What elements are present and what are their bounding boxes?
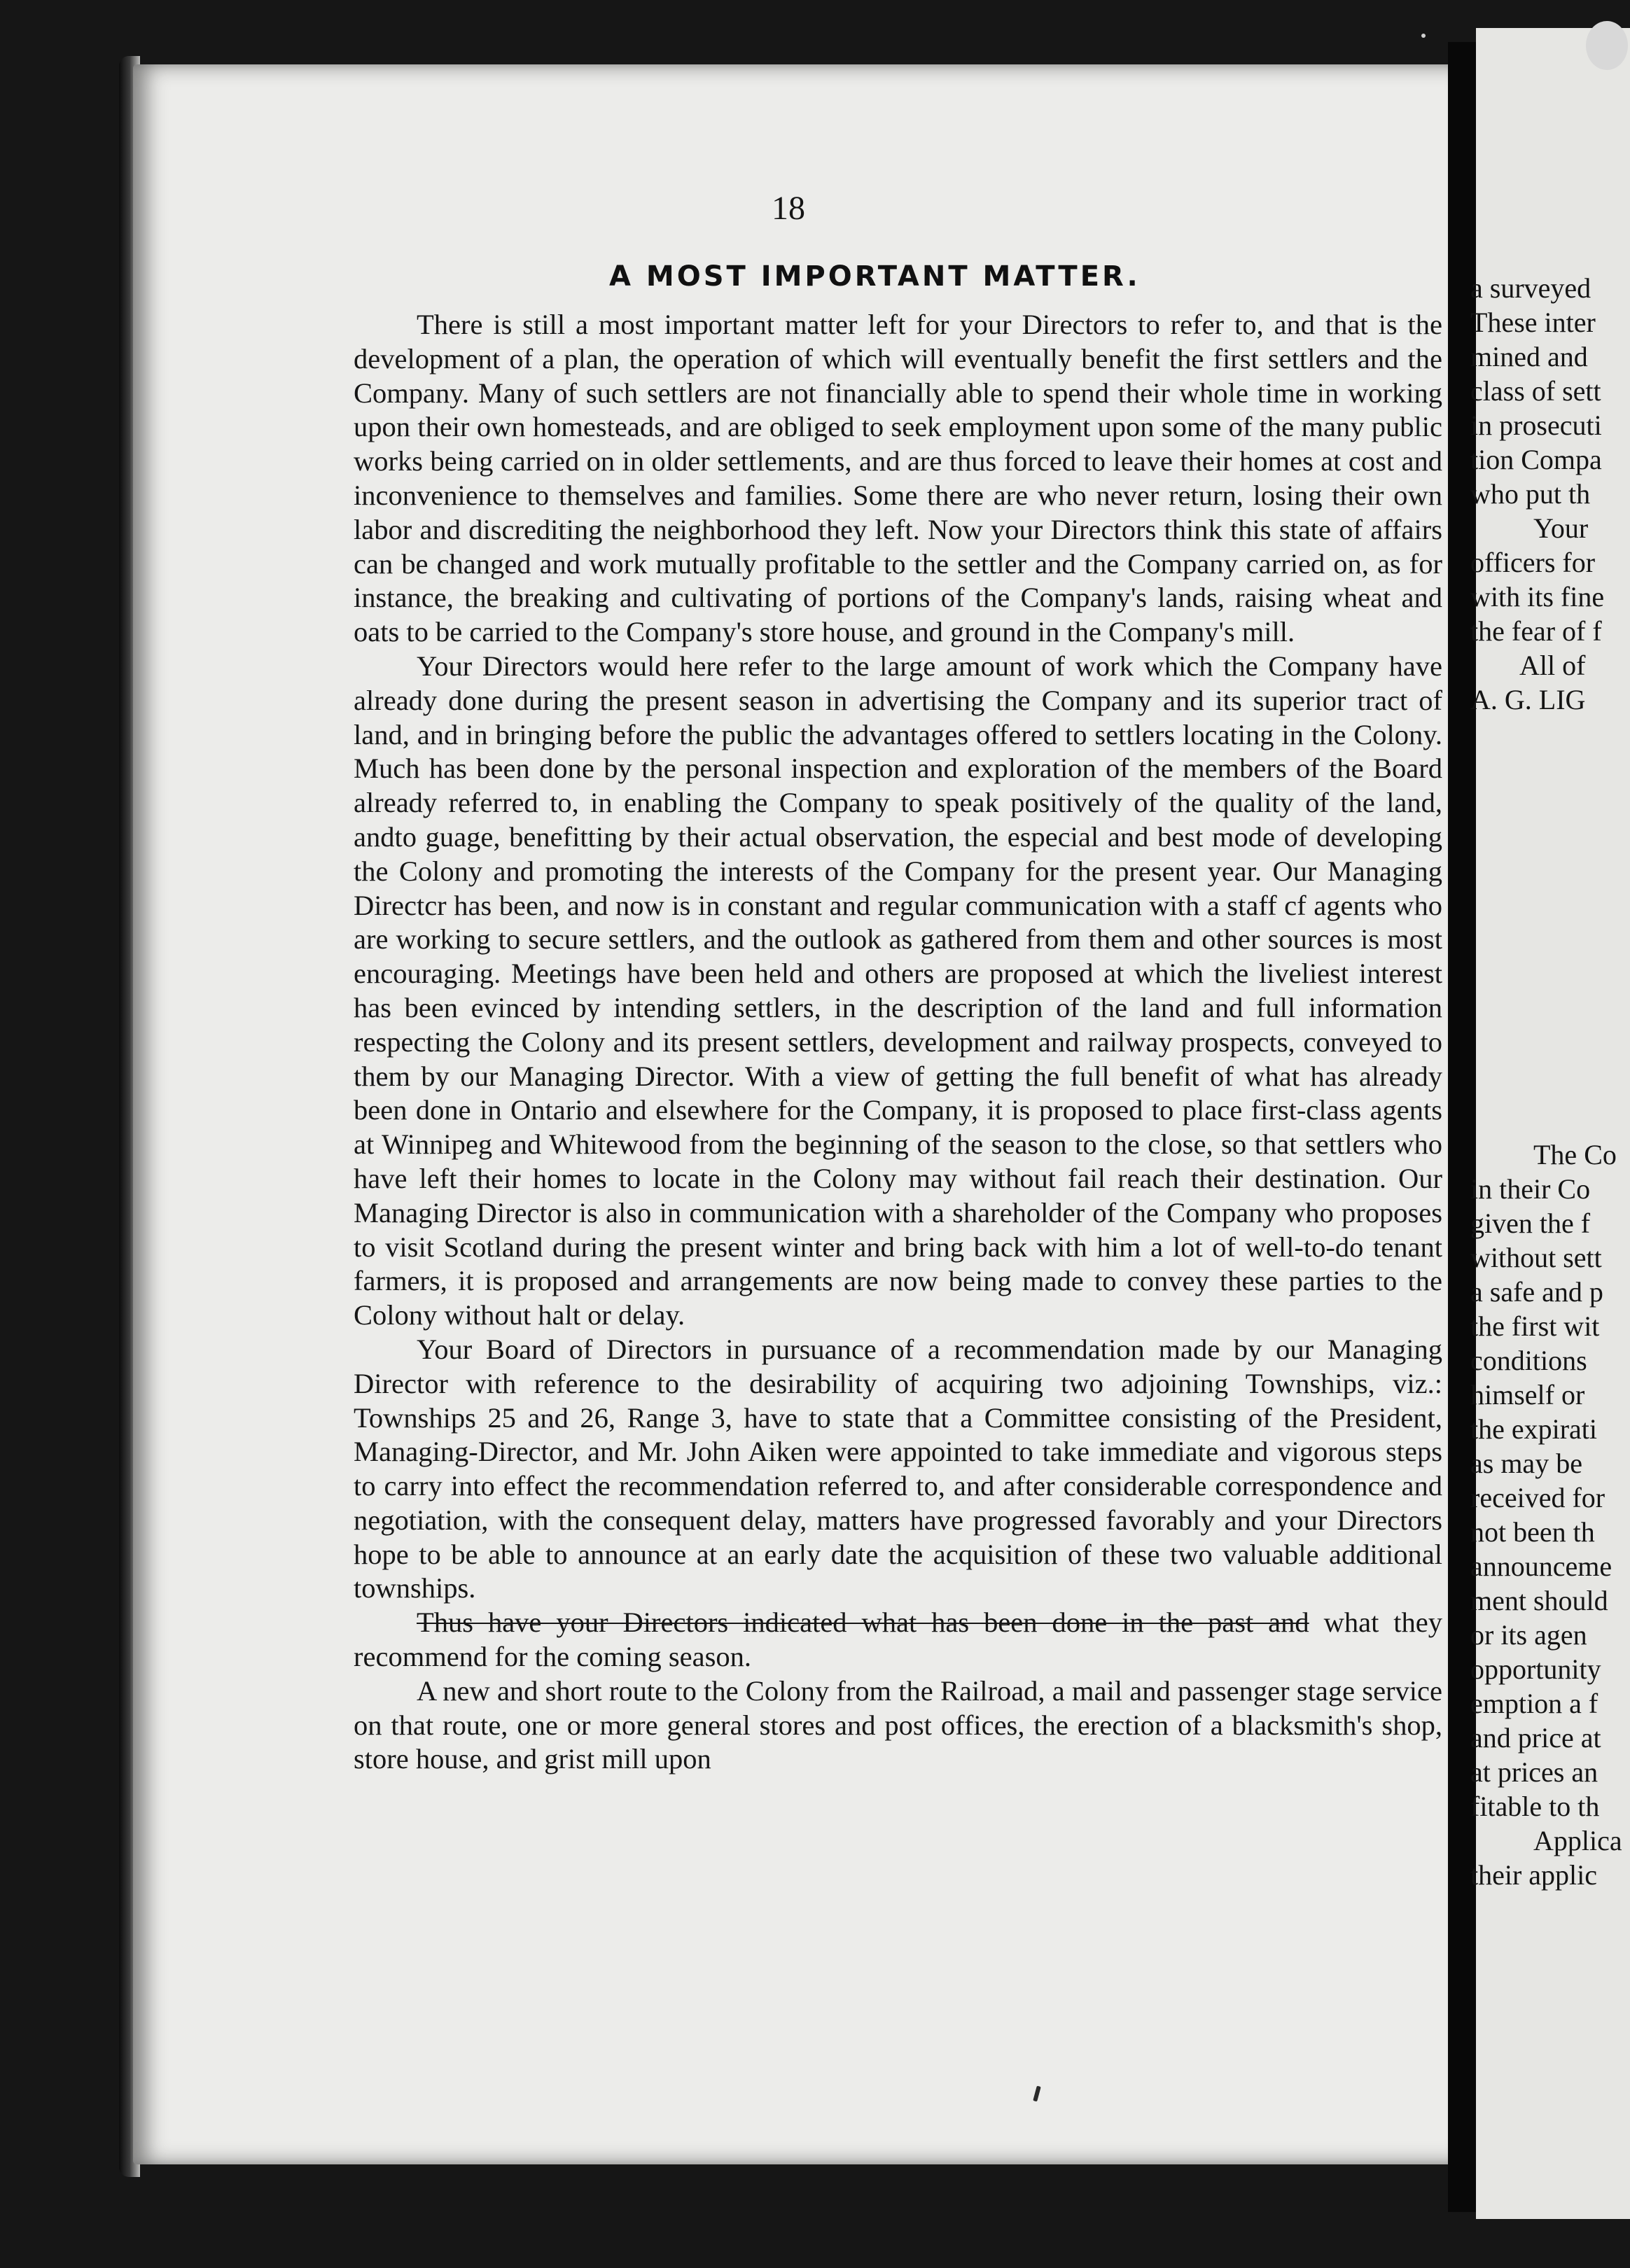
page-number: 18 — [772, 190, 805, 227]
right-fragment: or its agen — [1470, 1619, 1587, 1651]
struck-through-text: Thus have your Directors indicated what has been done in the past and — [417, 1606, 1309, 1639]
right-fragment: at prices an — [1470, 1756, 1598, 1788]
right-fragment: their applic — [1470, 1859, 1598, 1891]
right-fragment: class of sett — [1470, 375, 1601, 407]
right-fragment: received for — [1470, 1482, 1605, 1513]
paragraph-4-rest: what they recommend for the coming season. — [354, 1606, 1442, 1673]
right-fragment: not been th — [1470, 1516, 1595, 1548]
right-fragment: A. G. LIG — [1470, 684, 1586, 715]
right-fragment: mined and — [1470, 341, 1588, 372]
right-fragment: and price at — [1470, 1722, 1601, 1754]
right-fragment: announceme — [1470, 1550, 1612, 1582]
right-fragment: officers for — [1470, 547, 1596, 578]
scan-artifact — [1586, 21, 1628, 70]
right-fragment: tion Compa — [1470, 444, 1602, 475]
right-fragment: in their Co — [1470, 1173, 1591, 1205]
paragraph-1: There is still a most important matter left for your Directors to refer to, and that is the development of a plan, the operation of which will eventually benefit the first settlers and the Company. Many of such settlers are not financially able to spend their whole time in working upon their own homesteads, and are obliged to seek employment upon some of the many public works being carried on in older settlements, and are thus forced to leave their homes at cost and inconvenience to themselves and families. Some there are who never return, losing their own labor and discrediting the neighborhood they left. Now your Directors think this state of affairs can be changed and work mutually profitable to the settler and the Company carried on, as for instance, the breaking and cultivating of portions of the Company's lands, raising wheat and oats to be carried to the Company's store house, and ground in the Company's mill. — [354, 309, 1442, 648]
right-fragment: without sett — [1470, 1242, 1602, 1273]
paragraph-5: A new and short route to the Colony from the Railroad, a mail and passenger stage service on that route, one or more general stores and post offices, the erection of a blacksmith's shop, store house, and grist mill upon — [354, 1674, 1442, 1775]
section-heading: A MOST IMPORTANT MATTER. — [609, 260, 1141, 293]
scan-artifact — [1421, 34, 1426, 38]
right-fragment: fitable to th — [1470, 1791, 1600, 1822]
right-fragment: emption a f — [1470, 1688, 1598, 1719]
right-fragment: in prosecuti — [1470, 410, 1602, 441]
right-fragment: the first wit — [1470, 1310, 1600, 1342]
right-fragment: himself or — [1470, 1379, 1585, 1410]
right-fragment: These inter — [1470, 307, 1596, 338]
right-fragment: given the f — [1470, 1208, 1591, 1239]
right-fragment: a surveyed — [1470, 272, 1591, 304]
paragraph-2: Your Directors would here refer to the large amount of work which the Company have already done during the present season in advertising the Company and its superior tract of land, and in bringing before the public the advantages offered to settlers locating in the Colony. Much has been done by the personal inspection and exploration of the members of the Board already referred to, in enabling the Company to speak positively of the quality of the land, andto guage, benefitting by their actual observation, the especial and best mode of developing the Colony and promoting the interests of the Company for the present year. Our Managing Directcr has been, and now is in constant and regular communication with a staff cf agents who are working to secure settlers, and the outlook as gathered from them and other sources is most encouraging. Meetings have been held and others are proposed at which the liveliest interest has been evinced by intending settlers, in the description of the land and full information respecting the Colony and its present settlers, development and railway prospects, conveyed to them by our Managing Director. With a view of getting the full benefit of what has already been done in Ontario and elsewhere for the Company, it is proposed to place first-class agents at Winnipeg and Whitewood from the beginning of the season to the close, so that settlers who have left their homes to locate in the Colony may without fail reach their destination. Our Managing Director is also in communication with a shareholder of the Company who proposes to visit Scotland during the present winter and bring back with him a lot of well-to-do tenant farmers, it is proposed and arrangements are now being made to convey these parties to the Colony without halt or delay. — [354, 650, 1442, 1331]
right-fragment: who put th — [1470, 478, 1591, 510]
paragraph-4 — [354, 1606, 1442, 1674]
right-fragment: ment should — [1470, 1585, 1608, 1616]
right-fragment: the fear of f — [1470, 615, 1602, 647]
article-body — [354, 308, 1442, 1777]
paragraph-3: Your Board of Directors in pursuance of a recommendation made by our Managing Director with reference to the desirability of acquiring two adjoining Townships, viz.: Townships 25 and 26, Range 3, have to state that a Committee consisting of the President, Managing-Director, and Mr. John Aiken were appointed to take immediate and vigorous steps to carry into effect the recommendation referred to, and after considerable correspondence and negotiation, with the consequent delay, matters have progressed favorably and your Directors hope to be able to announce at an early date the acquisition of these two valuable additional townships. — [354, 1333, 1442, 1604]
right-fragment: The Co — [1533, 1139, 1617, 1170]
right-fragment: Applica — [1533, 1825, 1622, 1856]
right-fragment: as may be — [1470, 1448, 1582, 1479]
right-fragment: with its fine — [1470, 581, 1605, 612]
right-fragment: All of — [1519, 650, 1586, 681]
right-fragment: conditions — [1470, 1345, 1587, 1376]
right-fragment: Your — [1533, 512, 1589, 544]
right-fragment: the expirati — [1470, 1413, 1598, 1445]
right-fragment: opportunity — [1470, 1653, 1601, 1685]
right-fragment: a safe and p — [1470, 1276, 1603, 1308]
